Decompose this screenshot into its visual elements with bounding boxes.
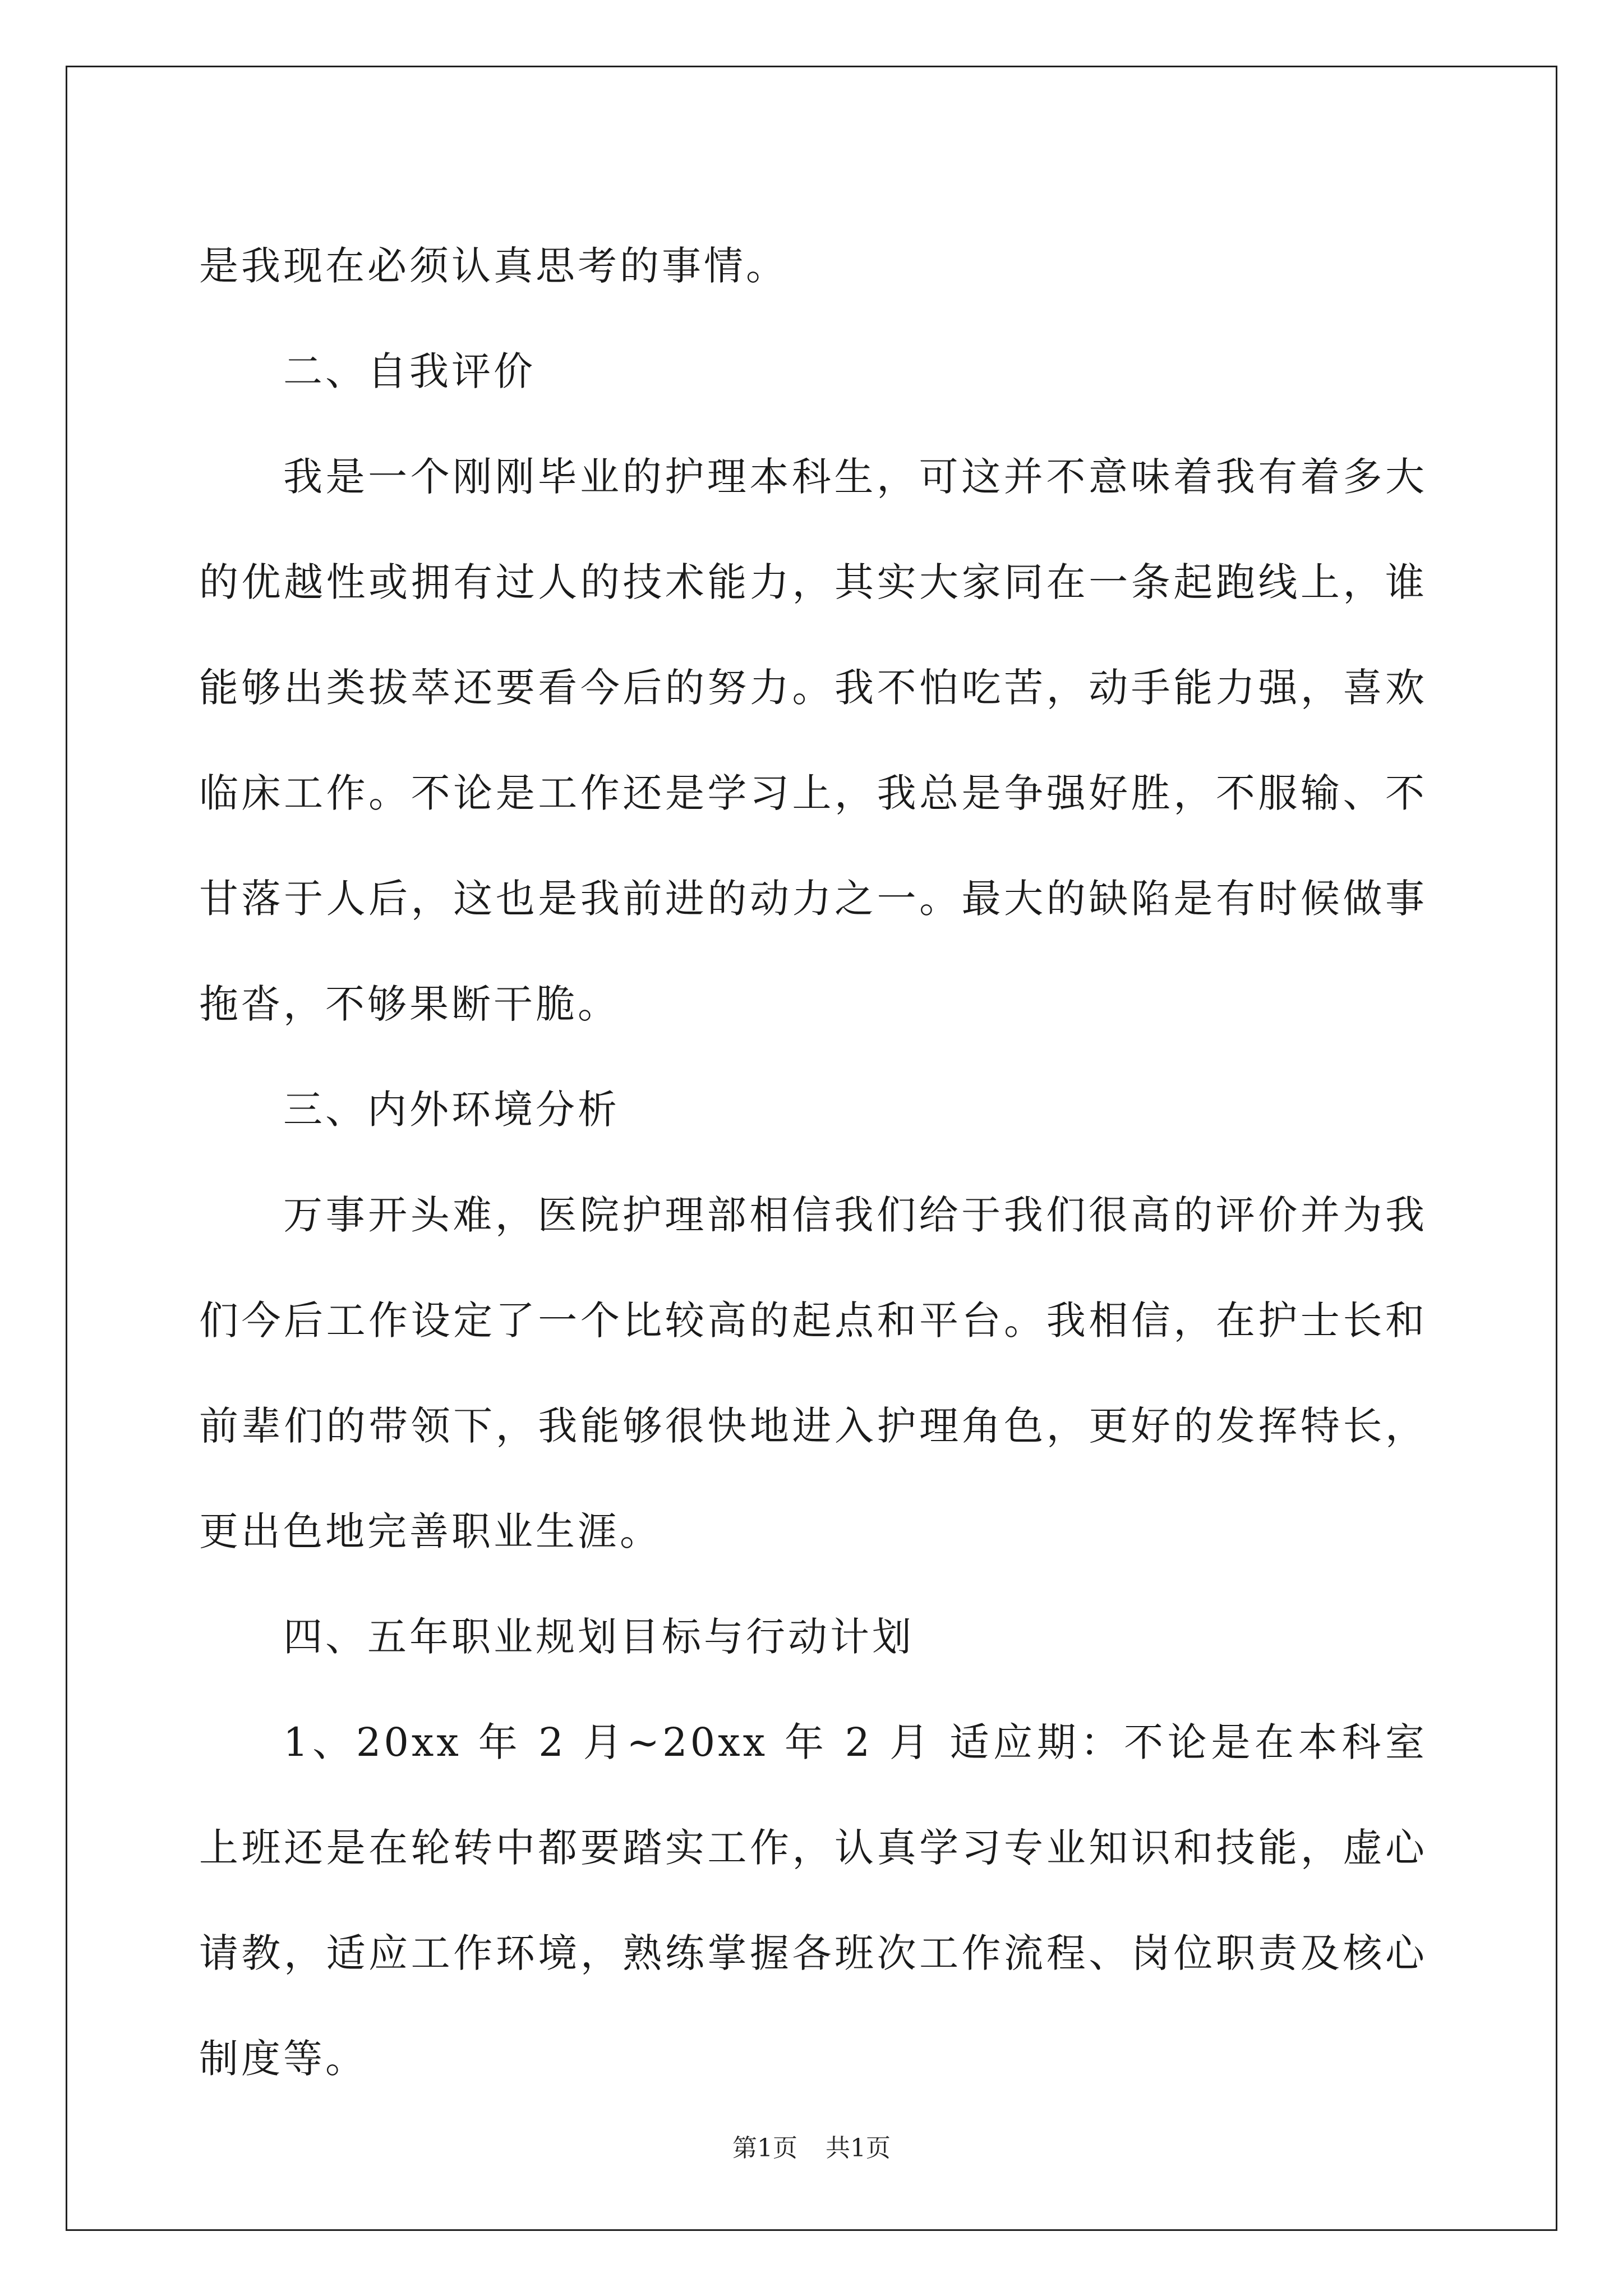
section-heading-self-evaluation: 二、自我评价 (283, 348, 536, 394)
paragraph-adaptation-period: 1、20xx 年 2 月~20xx 年 2 月 适应期：不论是在本科室上班还是在轮转中都要踏实工作，认真学习专业知识和技能，虚心请教，适应工作环境，熟练掌握各班次工作流程、岗位职责及核心制度等。 (199, 1719, 1427, 2082)
section-heading-five-year-plan: 四、五年职业规划目标与行动计划 (283, 1614, 914, 1660)
paragraph-continuation: 是我现在必须认真思考的事情。 (199, 243, 788, 289)
page-footer (0, 2132, 1623, 2165)
section-heading-environment-analysis: 三、内外环境分析 (283, 1087, 620, 1133)
paragraph-self-evaluation: 我是一个刚刚毕业的护理本科生，可这并不意味着我有着多大的优越性或拥有过人的技术能力，其实大家同在一条起跑线上，谁能够出类拔萃还要看今后的努力。我不怕吃苦，动手能力强，喜欢临床工作。不论是工作还是学习上，我总是争强好胜，不服输、不甘落于人后，这也是我前进的动力之一。最大的缺陷是有时候做事拖沓，不够果断干脆。 (199, 454, 1427, 1027)
page-total: 共1页 (826, 2134, 891, 2162)
document-body (199, 213, 1427, 2111)
page-number: 第1页 (732, 2134, 797, 2162)
paragraph-environment-analysis: 万事开头难，医院护理部相信我们给于我们很高的评价并为我们今后工作设定了一个比较高的起点和平台。我相信，在护士长和前辈们的带领下，我能够很快地进入护理角色，更好的发挥特长，更出色地完善职业生涯。 (199, 1192, 1427, 1554)
